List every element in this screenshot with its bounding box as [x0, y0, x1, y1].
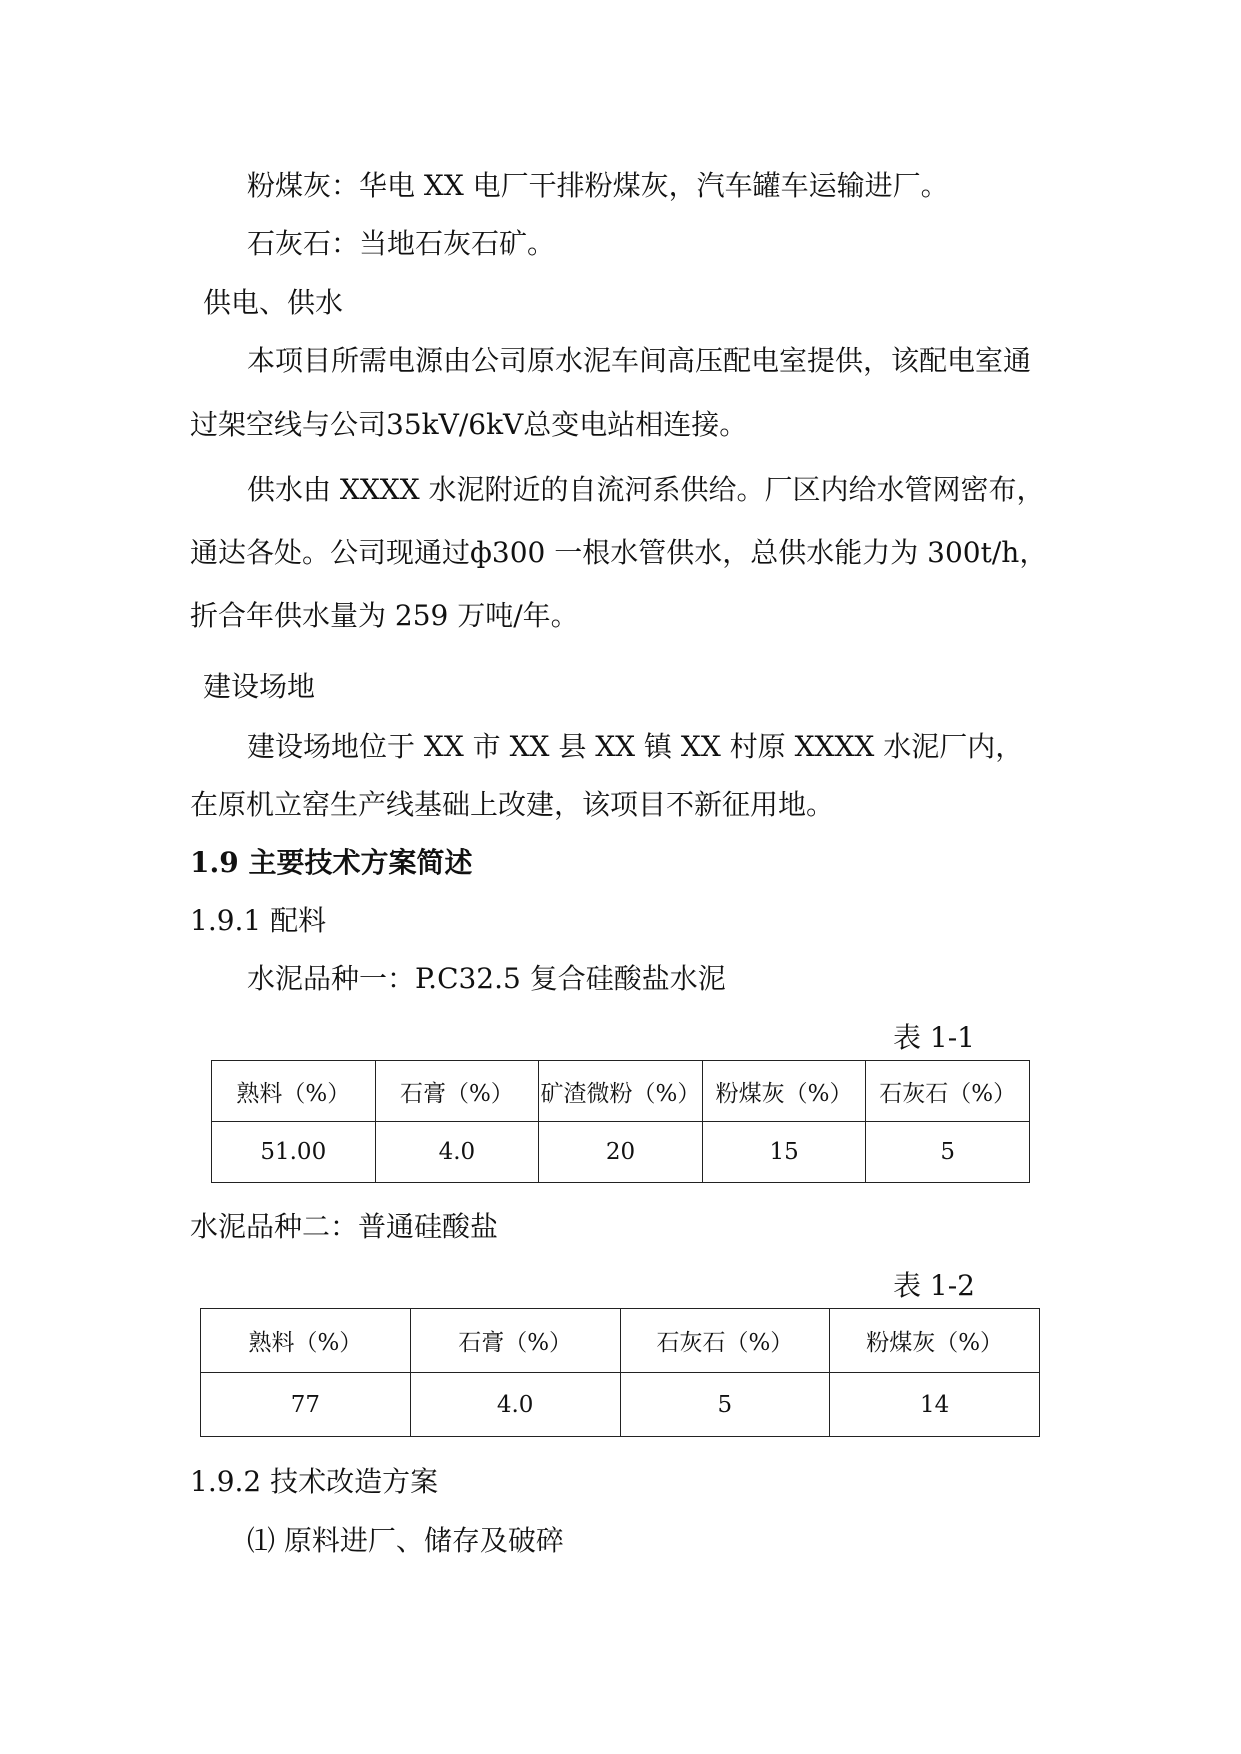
site-paragraph-line-2: 在原机立窑生产线基础上改建，该项目不新征用地。 — [190, 788, 835, 821]
table-2-value-row — [201, 1373, 1040, 1437]
table-1-value-cell: 51.00 — [212, 1122, 376, 1183]
water-paragraph-line-3: 折合年供水量为 259 万吨/年。 — [190, 599, 579, 632]
site-heading: 建设场地 — [203, 670, 316, 703]
table-1-value-cell: 5 — [866, 1122, 1030, 1183]
table-2-header-cell: 熟料（%） — [201, 1309, 411, 1373]
limestone-paragraph: 石灰石：当地石灰石矿。 — [247, 227, 556, 260]
water-paragraph-line-1: 供水由 XXXX 水泥附近的自流河系供给。厂区内给水管网密布， — [247, 473, 1045, 506]
table-2-value-cell: 77 — [201, 1373, 411, 1437]
table-1-header-cell: 熟料（%） — [212, 1061, 376, 1122]
table-1-header-cell: 粉煤灰（%） — [702, 1061, 866, 1122]
cement-type-2: 水泥品种二：普通硅酸盐 — [190, 1210, 499, 1243]
power-paragraph-line-2: 过架空线与公司35kV/6kV总变电站相连接。 — [190, 408, 748, 441]
table-1-value-cell: 20 — [539, 1122, 703, 1183]
section-heading-1-9-1: 1.9.1 配料 — [190, 904, 327, 937]
table-1-header-cell: 矿渣微粉（%） — [539, 1061, 703, 1122]
table-2-value-cell: 4.0 — [410, 1373, 620, 1437]
table-1-value-cell: 4.0 — [375, 1122, 539, 1183]
table-2 — [200, 1308, 1040, 1437]
section-heading-1-9-2: 1.9.2 技术改造方案 — [190, 1465, 439, 1498]
section-heading-1-9: 1.9 主要技术方案简述 — [190, 846, 473, 879]
power-water-heading: 供电、供水 — [203, 286, 344, 319]
table-1-header-cell: 石灰石（%） — [866, 1061, 1030, 1122]
table-2-header-cell: 石膏（%） — [410, 1309, 620, 1373]
table-1-header-row — [212, 1061, 1030, 1122]
table-2-value-cell: 14 — [830, 1373, 1040, 1437]
table-1-value-row — [212, 1122, 1030, 1183]
table-1 — [211, 1060, 1030, 1183]
table-2-header-cell: 石灰石（%） — [620, 1309, 830, 1373]
table-2-value-cell: 5 — [620, 1373, 830, 1437]
cement-type-1: 水泥品种一：P.C32.5 复合硅酸盐水泥 — [247, 962, 726, 995]
fly-ash-paragraph: 粉煤灰：华电 XX 电厂干排粉煤灰，汽车罐车运输进厂。 — [247, 169, 949, 202]
table-1-value-cell: 15 — [702, 1122, 866, 1183]
list-item-1: ⑴ 原料进厂、储存及破碎 — [247, 1524, 564, 1557]
table-2-header-row — [201, 1309, 1040, 1373]
power-paragraph-line-1: 本项目所需电源由公司原水泥车间高压配电室提供，该配电室通 — [247, 344, 1032, 377]
table-1-header-cell: 石膏（%） — [375, 1061, 539, 1122]
table-1-caption: 表 1-1 — [893, 1021, 975, 1054]
table-2-header-cell: 粉煤灰（%） — [830, 1309, 1040, 1373]
table-2-caption: 表 1-2 — [893, 1269, 975, 1302]
site-paragraph-line-1: 建设场地位于 XX 市 XX 县 XX 镇 XX 村原 XXXX 水泥厂内， — [247, 730, 1024, 763]
water-paragraph-line-2: 通达各处。公司现通过ф300 一根水管供水，总供水能力为 300t/h， — [190, 536, 1048, 569]
